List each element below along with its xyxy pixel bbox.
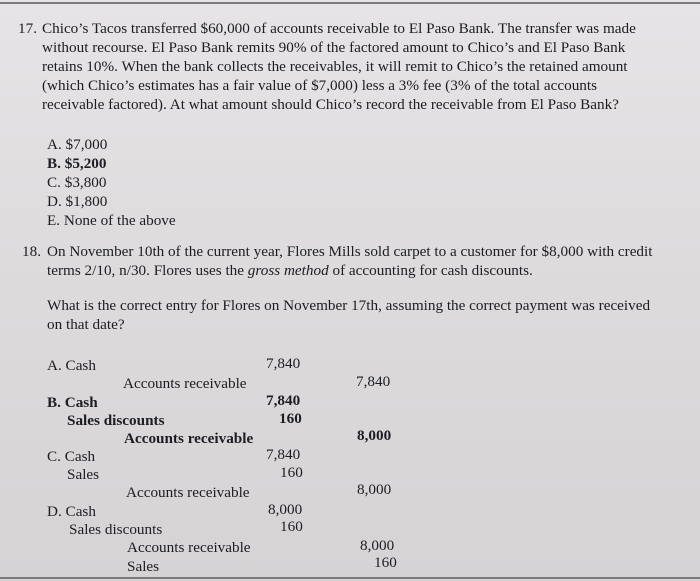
option-d-cash-debit: 8,000: [268, 501, 303, 518]
question-18-line-1: On November 10th of the current year, Flores Mills sold carpet to a customer for $8,000 with credit: [47, 243, 653, 260]
question-17-line-5: receivable factored). At what amount should Chico’s record the receivable from El Paso Bank?: [42, 96, 619, 113]
option-c-sales-debit: 160: [280, 464, 303, 481]
question-17-number: 17.: [18, 20, 37, 37]
question-18-number: 18.: [22, 243, 41, 260]
question-17-line-3: retains 10%. When the bank collects the receivables, it will remit to Chico’s the retained amount: [42, 58, 628, 75]
bottom-divider: [0, 577, 700, 579]
option-c-cash: C. Cash: [47, 448, 96, 465]
q17-option-b[interactable]: B. $5,200: [47, 155, 107, 172]
option-b-ar: Accounts receivable: [124, 430, 254, 447]
option-d-discounts-debit: 160: [280, 518, 303, 535]
option-a-cash-debit: 7,840: [266, 355, 301, 372]
question-18-prompt-1: What is the correct entry for Flores on November 17th, assuming the correct payment was received: [47, 297, 651, 314]
option-b-discounts: Sales discounts: [67, 412, 165, 429]
option-d-discounts: Sales discounts: [69, 521, 163, 538]
q17-option-a[interactable]: A. $7,000: [47, 136, 108, 153]
option-c-ar: Accounts receivable: [126, 484, 250, 501]
option-b-cash: B. Cash: [47, 394, 98, 411]
option-b-ar-credit: 8,000: [357, 427, 392, 444]
option-d-ar: Accounts receivable: [127, 539, 251, 556]
option-d-cash: D. Cash: [47, 503, 96, 520]
q17-option-c[interactable]: C. $3,800: [47, 174, 107, 191]
q17-option-e[interactable]: E. None of the above: [47, 212, 176, 229]
top-divider: [0, 2, 700, 4]
option-d-ar-credit: 8,000: [360, 537, 395, 554]
q17-option-d[interactable]: D. $1,800: [47, 193, 108, 210]
option-a-ar-credit: 7,840: [356, 373, 391, 390]
option-c-ar-credit: 8,000: [357, 481, 392, 498]
option-a-cash: A. Cash: [47, 357, 96, 374]
option-a-ar: Accounts receivable: [123, 375, 247, 392]
option-c-sales: Sales: [67, 466, 100, 483]
option-b-discounts-debit: 160: [279, 410, 302, 427]
question-18-line-2: terms 2/10, n/30. Flores uses the gross method of accounting for cash discounts.: [47, 262, 533, 279]
question-17-line-2: without recourse. El Paso Bank remits 90% of the factored amount to Chico’s and El Paso Bank: [42, 39, 626, 56]
gross-method-emphasis: gross method: [247, 262, 329, 279]
option-d-sales: Sales: [127, 558, 160, 575]
option-b-cash-debit: 7,840: [266, 392, 301, 409]
question-18-prompt-2: on that date?: [47, 316, 125, 333]
option-c-cash-debit: 7,840: [266, 446, 301, 463]
question-17-line-1: Chico’s Tacos transferred $60,000 of accounts receivable to El Paso Bank. The transfer was made: [42, 20, 636, 37]
option-d-sales-credit: 160: [374, 554, 397, 571]
question-17-line-4: (which Chico’s estimates has a fair value of $7,000) less a 3% fee (3% of the total accounts: [42, 77, 598, 94]
